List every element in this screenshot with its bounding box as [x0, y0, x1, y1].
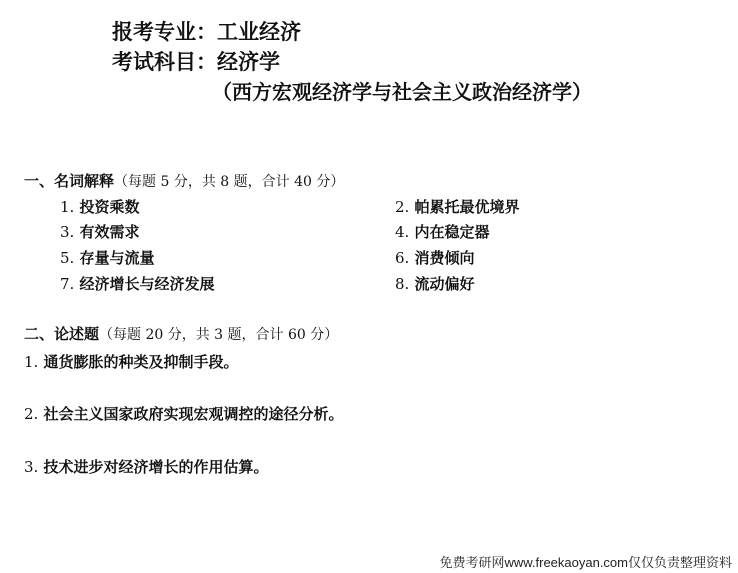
essay-question [24, 460, 269, 475]
term-item [60, 277, 215, 292]
section-1-title: 一、名词解释 [24, 172, 115, 190]
term-number: 5. [60, 249, 75, 267]
exam-major-line: 报考专业：工业经济 [112, 19, 301, 44]
term-number: 6. [395, 249, 410, 267]
term-text: 有效需求 [79, 223, 140, 241]
question-text: 社会主义国家政府实现宏观调控的途径分析。 [43, 405, 344, 423]
term-text: 流动偏好 [414, 275, 475, 293]
question-text: 技术进步对经济增长的作用估算。 [43, 458, 269, 476]
term-number: 4. [395, 223, 410, 241]
term-text: 经济增长与经济发展 [79, 275, 215, 293]
term-item [395, 225, 490, 240]
term-text: 帕累托最优境界 [414, 198, 520, 216]
term-number: 1. [60, 198, 75, 216]
term-item [60, 225, 140, 240]
term-item [60, 200, 140, 215]
section-2-title: 二、论述题 [24, 325, 100, 343]
essay-question [24, 407, 344, 422]
question-number: 3. [24, 458, 39, 476]
term-item [395, 277, 475, 292]
term-number: 3. [60, 223, 75, 241]
exam-subject-line: 考试科目：经济学 [112, 49, 280, 74]
section-2-scoring-note: （每题 20 分，共 3 题，合计 60 分） [99, 327, 339, 343]
term-number: 8. [395, 275, 410, 293]
term-text: 投资乘数 [79, 198, 140, 216]
term-number: 7. [60, 275, 75, 293]
term-text: 消费倾向 [414, 249, 475, 267]
section-2-heading [24, 327, 338, 342]
term-item [60, 251, 155, 266]
essay-question [24, 355, 239, 370]
term-number: 2. [395, 198, 410, 216]
exam-subject-subtitle: （西方宏观经济学与社会主义政治经济学） [212, 80, 592, 104]
question-number: 2. [24, 405, 39, 423]
section-1-scoring-note: （每题 5 分，共 8 题，合计 40 分） [114, 174, 345, 190]
section-1-heading [24, 174, 344, 189]
footer-watermark: 免费考研网www.freekaoyan.com仅仅负责整理资料 [439, 555, 732, 570]
term-item [395, 200, 520, 215]
question-text: 通货膨胀的种类及抑制手段。 [43, 353, 239, 371]
question-number: 1. [24, 353, 39, 371]
term-text: 内在稳定器 [414, 223, 490, 241]
term-item [395, 251, 475, 266]
term-text: 存量与流量 [79, 249, 155, 267]
